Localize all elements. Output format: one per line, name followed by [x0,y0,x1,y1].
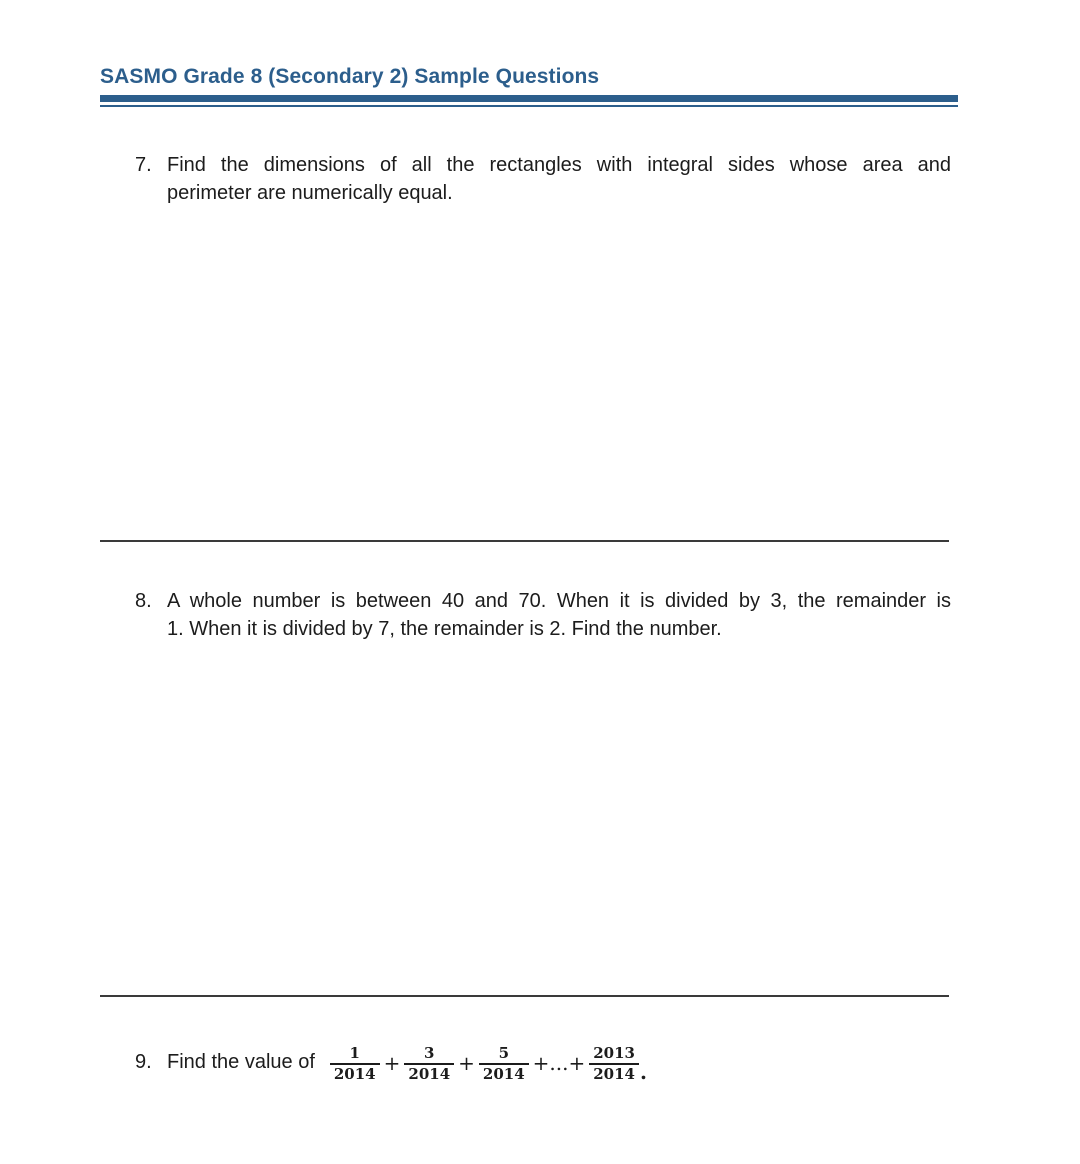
header-rule-thin [100,105,958,107]
sentence-period: . [640,1060,647,1084]
question-7-number: 7. [135,154,152,176]
page-title: SASMO Grade 8 (Secondary 2) Sample Questions [100,65,600,88]
fraction-1 [330,1045,380,1083]
question-8-line-2: 1. When it is divided by 7, the remainder is 2. Find the number. [167,618,722,640]
fraction-3-denominator: 2014 [482,1065,525,1083]
fraction-1-denominator: 2014 [333,1065,376,1083]
plus-operator: + [383,1051,401,1075]
question-8 [135,587,951,643]
question-7-text [167,151,951,207]
question-8-text [167,587,951,643]
fraction-3 [479,1045,529,1083]
fraction-3-numerator: 5 [479,1045,529,1065]
math-expression [330,1045,647,1083]
question-7-line-2: perimeter are numerically equal. [167,182,453,204]
question-7 [135,151,951,207]
fraction-4-denominator: 2014 [593,1065,635,1083]
question-9-lead-text: Find the value of [167,1051,315,1073]
fraction-2-denominator: 2014 [408,1065,451,1083]
question-9-number: 9. [135,1051,152,1073]
answer-divider-line-2 [100,995,949,997]
ellipsis-plus-operator: +...+ [532,1051,586,1075]
document-header [100,63,958,107]
question-9-text [167,1043,951,1084]
fraction-2-numerator: 3 [404,1045,454,1065]
plus-operator: + [458,1051,475,1075]
question-7-line-1: Find the dimensions of all the rectangles with integral sides whose area and [167,154,951,176]
question-8-number: 8. [135,590,152,612]
fraction-2 [404,1045,454,1083]
question-8-line-1: A whole number is between 40 and 70. When it is divided by 3, the remainder is [167,590,951,612]
answer-divider-line-1 [100,540,949,542]
question-9 [135,1038,951,1086]
fraction-4-numerator: 2013 [589,1045,639,1065]
header-rule-thick [100,95,958,102]
fraction-1-numerator: 1 [330,1045,380,1065]
fraction-4 [589,1045,639,1083]
